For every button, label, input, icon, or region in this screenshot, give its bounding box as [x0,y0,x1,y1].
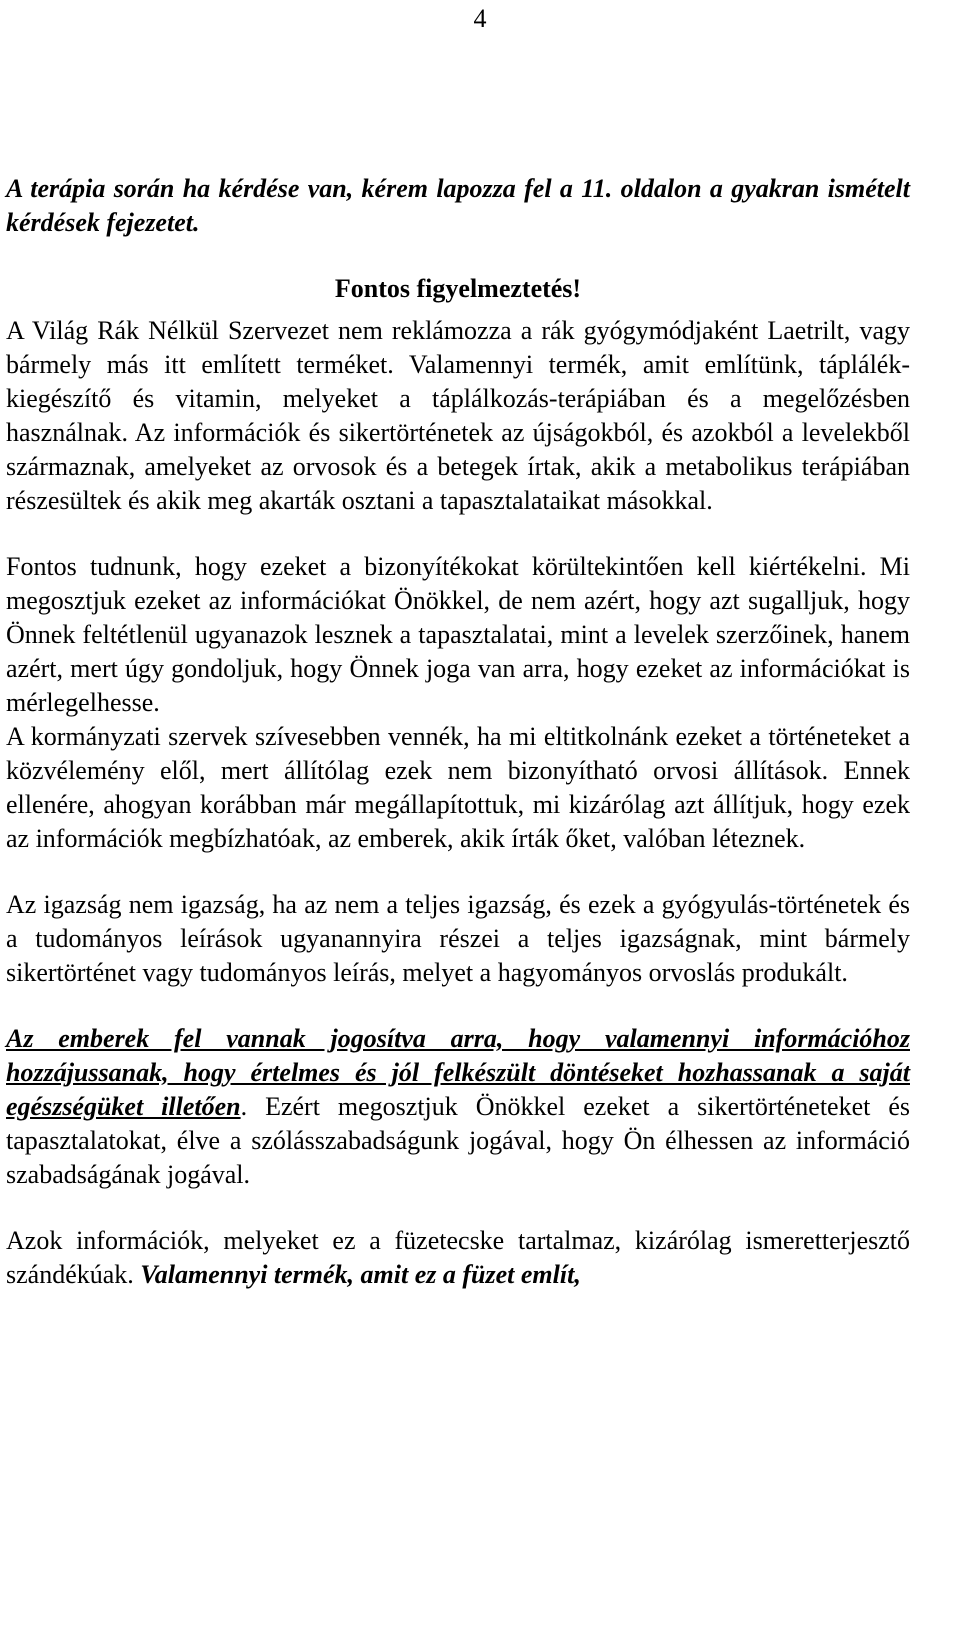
paragraph-rights [6,1022,910,1192]
rights-rest: . Ezért megosztjuk Önökkel ezeket a sikertörténeteket és tapasztalatokat, élve a szólásszabadságunk jogával, hogy Ön élhessen az információ szabadságának jogával. [6,1092,910,1189]
paragraph-truth: Az igazság nem igazság, ha az nem a teljes igazság, és ezek a gyógyulás-történetek és a tudományos leírások ugyanannyira részei a teljes igazságnak, mint bármely sikertörténet vagy tudományos leírás, melyet a hagyományos orvoslás produkált. [6,890,910,987]
paragraph-booklet [6,1224,910,1292]
warning-heading: Fontos figyelmeztetés! [334,274,582,303]
paragraph-disclaimer: A Világ Rák Nélkül Szervezet nem reklámozza a rák gyógymódjaként Laetrilt, vagy bármely más itt említett terméket. Valamennyi termék, amit említünk, táplálék-kiegészítő és vitamin, melyeket a táplálkozás-terápiában és a megelőzésben használnak. Az információk és sikertörténetek az újságokból, és azokból a levelekből származnak, amelyeket az orvosok és a betegek írtak, akik a metabolikus terápiában részesültek és akik meg akarták osztani a tapasztalataikat másokkal. [6,316,910,515]
paragraph-government: A kormányzati szervek szívesebben vennék, ha mi eltitkolnánk ezeket a történeteket a közvélemény elől, mert állítólag ezek nem bizonyítható orvosi állítások. Ennek ellenére, ahogyan korábban már megállapítottuk, mi kizárólag azt állítjuk, hogy ezek az információk megbízhatóak, az emberek, akik írták őket, valóban léteznek. [6,722,910,853]
booklet-emphasis: Valamennyi termék, amit ez a füzet említ, [140,1260,581,1289]
document-body [6,172,910,1292]
paragraph-evidence: Fontos tudnunk, hogy ezeket a bizonyítékokat körültekintően kell kiértékelni. Mi megosztjuk ezeket az információkat Önökkel, de nem azért, hogy azt sugalljuk, hogy Önnek feltétlenül ugyanazok lesznek a tapasztalatai, mint a levelek szerzőinek, hanem azért, mert úgy gondoljuk, hogy Önnek joga van arra, hogy ezeket az információkat is mérlegelhesse. [6,552,910,717]
rights-emphasis: Az emberek fel vannak jogosítva arra, hogy valamennyi információhoz hozzájussanak, hogy értelmes és jól felkészült döntéseket hozhassanak a saját egészségüket illetően [6,1024,910,1121]
intro-note: A terápia során ha kérdése van, kérem lapozza fel a 11. oldalon a gyakran ismételt kérdések fejezetet. [6,174,910,237]
booklet-plain: Azok információk, melyeket ez a füzetecske tartalmaz, kizárólag ismeretterjesztő szándékúak. [6,1226,910,1289]
page-number: 4 [473,4,487,33]
